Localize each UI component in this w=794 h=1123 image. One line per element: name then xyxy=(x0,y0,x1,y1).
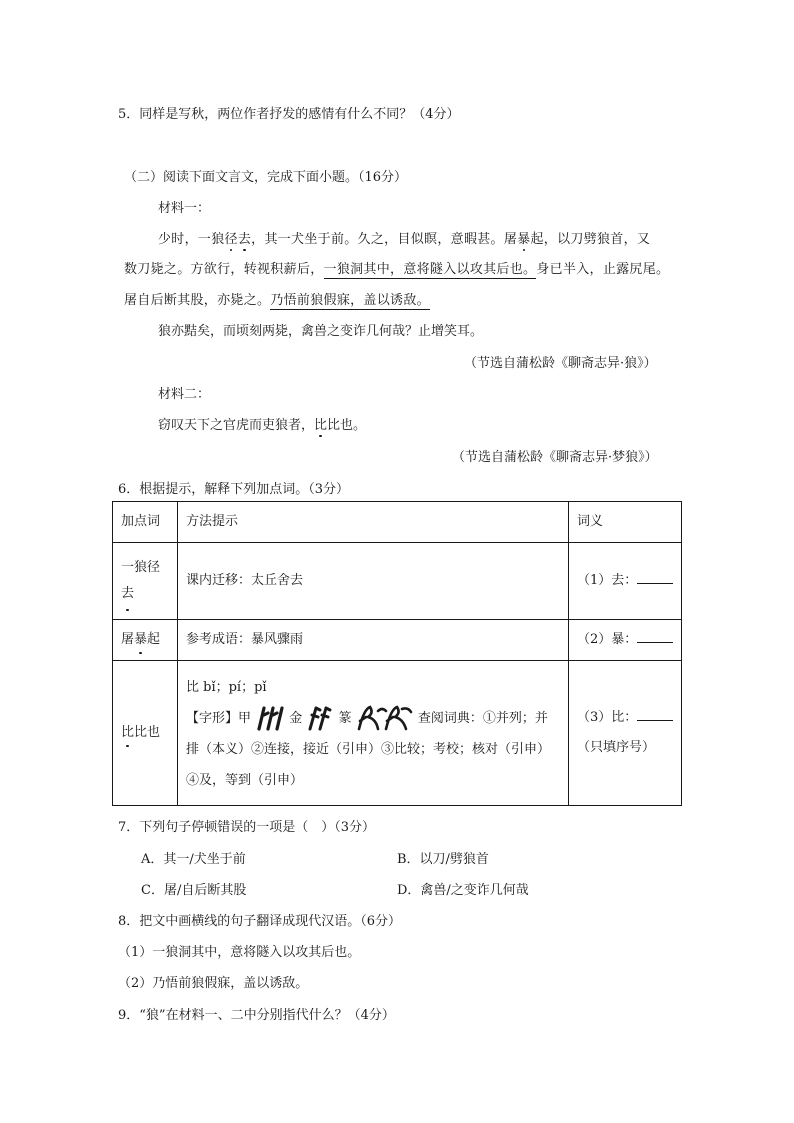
text: 排（本义）②连接，接近（引申）③比较；考校；核对（引申） xyxy=(186,741,551,757)
question-8-title: 8．把文中画横线的句子翻译成现代汉语。（6分） xyxy=(118,914,402,929)
underlined-sentence-2: 乃悟前狼假寐，盖以诱敌。 xyxy=(270,293,430,308)
text: 篆 xyxy=(338,710,352,726)
pinyin: 比 bǐ；pí；pǐ xyxy=(186,679,267,695)
oracle-bone-glyph-icon xyxy=(255,705,285,731)
text: （1）去： xyxy=(577,573,638,588)
text: 屠自后断其股，亦毙之。 xyxy=(124,293,271,308)
row1-meaning xyxy=(569,543,682,620)
answer-blank[interactable] xyxy=(637,708,673,721)
material-2-label: 材料二： xyxy=(158,387,211,402)
meaning-note: （只填序号） xyxy=(577,740,656,755)
q7-option-c[interactable]: C．屠/自后断其股 xyxy=(141,883,247,898)
text: 起，以刀劈狼首，又 xyxy=(530,232,651,247)
q7-option-b[interactable]: B．以刀/劈狼首 xyxy=(397,852,489,867)
row3-hint xyxy=(178,661,569,806)
row1-hint: 课内迁移：太丘舍去 xyxy=(178,543,569,620)
text: 少时，一狼 xyxy=(158,232,225,247)
dotted-word: 去 xyxy=(121,581,134,607)
text: 屠 xyxy=(121,632,135,647)
text: （3）比： xyxy=(577,710,638,725)
dotted-word: 比 xyxy=(121,723,134,743)
text: 比也 xyxy=(134,725,161,740)
text: 身已半入，止露尻尾。 xyxy=(536,262,670,277)
text: 比也。 xyxy=(327,418,367,433)
row3-meaning xyxy=(569,661,682,806)
glyph-line xyxy=(186,703,568,734)
dotted-word: 去 xyxy=(238,228,251,247)
question-6-title: 6．根据提示，解释下列加点词。（3分） xyxy=(118,482,350,497)
section-2-title: （二）阅读下面文言文，完成下面小题。（16分） xyxy=(124,170,408,185)
underlined-sentence-1: 一狼洞其中，意将隧入以攻其后也。 xyxy=(323,262,537,277)
q8-sentence-2: （2）乃悟前狼假寐，盖以诱敌。 xyxy=(118,976,309,991)
text: 查阅词典：①并列；并 xyxy=(417,710,548,726)
header-word: 加点词 xyxy=(113,502,178,543)
material-1-source: （节选自蒲松龄《聊斋志异·狼》） xyxy=(464,356,657,371)
text: 数刀毙之。方欲行，转视积薪后， xyxy=(124,262,324,277)
row2-hint: 参考成语：暴风骤雨 xyxy=(178,620,569,661)
dotted-word: 径 xyxy=(225,228,238,247)
q7-option-a[interactable]: A．其一/犬坐于前 xyxy=(141,852,246,867)
row2-meaning xyxy=(569,620,682,661)
text: ，其一犬坐于前。久之，目似瞑，意暇甚。屠 xyxy=(251,232,518,247)
row1-word xyxy=(113,543,178,620)
dotted-word: 暴 xyxy=(134,630,147,650)
text: 一狼径 xyxy=(121,560,161,575)
word-table xyxy=(112,501,682,806)
question-7-title: 7．下列句子停顿错误的一项是（ ）（3分） xyxy=(118,820,376,835)
bronze-script-glyph-icon xyxy=(306,705,334,731)
question-9: 9．“狼”在材料一、二中分别指代什么？（4分） xyxy=(118,1008,395,1023)
material-2-paragraph xyxy=(158,414,366,433)
question-5: 5．同样是写秋，两位作者抒发的感情有什么不同？（4分） xyxy=(118,107,460,122)
row3-word xyxy=(113,661,178,806)
seal-script-glyph-icon xyxy=(356,703,414,733)
material-1-paragraph-2: 狼亦黠矣，而顷刻两毙，禽兽之变诈几何哉？止增笑耳。 xyxy=(158,324,484,339)
text: 窃叹天下之官虎而吏狼者， xyxy=(158,418,315,433)
answer-blank[interactable] xyxy=(637,571,673,584)
answer-blank[interactable] xyxy=(637,630,673,643)
text: 【字形】甲 xyxy=(186,710,252,726)
text: 金 xyxy=(289,710,303,726)
q7-option-d[interactable]: D．禽兽/之变诈几何哉 xyxy=(397,883,529,898)
header-hint: 方法提示 xyxy=(178,502,569,543)
row2-word xyxy=(113,620,178,661)
header-meaning: 词义 xyxy=(569,502,682,543)
material-1-line-1 xyxy=(158,228,650,247)
q8-sentence-1: （1）一狼洞其中，意将隧入以攻其后也。 xyxy=(118,945,361,960)
material-1-label: 材料一： xyxy=(158,201,211,216)
material-1-line-3 xyxy=(124,289,430,308)
text: ④及，等到（引申） xyxy=(186,772,304,788)
material-2-source: （节选自蒲松龄《聊斋志异·梦狼》） xyxy=(452,450,658,465)
dotted-word: 比 xyxy=(314,414,327,433)
dotted-word: 暴 xyxy=(517,228,530,247)
text: 起 xyxy=(147,632,161,647)
material-1-line-2 xyxy=(124,258,669,277)
text: （2）暴： xyxy=(577,632,638,647)
